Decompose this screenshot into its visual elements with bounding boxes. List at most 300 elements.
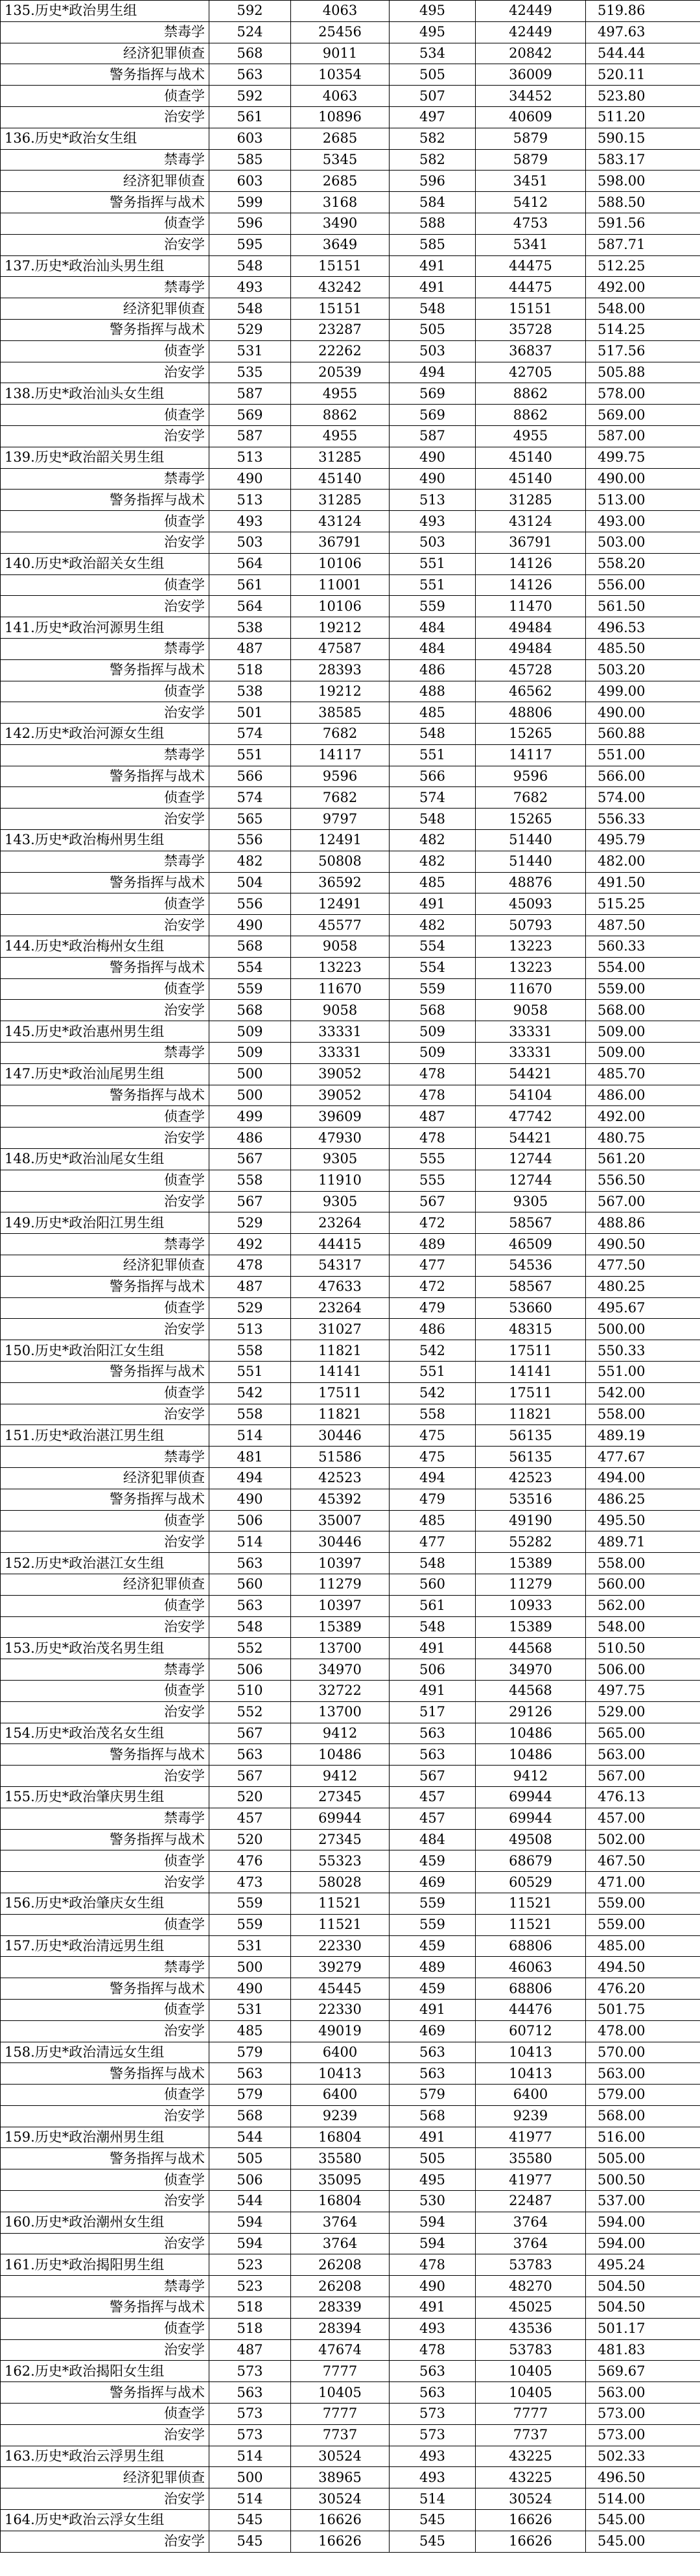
max-rank-cell: 16804 [291,2127,390,2148]
min-rank-cell: 36837 [476,340,586,362]
group-or-major-name-cell: 141.历史*政治河源男生组 [1,617,209,639]
group-or-major-name-cell: 警务指挥与战术 [1,1362,209,1383]
group-header-row [1,2042,700,2063]
min-score-cell: 484 [390,638,476,659]
min-score-cell: 490 [390,447,476,468]
max-score-cell: 506 [209,2169,291,2191]
max-rank-cell: 11279 [291,1574,390,1595]
min-rank-cell: 44475 [476,255,586,277]
min-score-cell: 478 [390,2339,476,2361]
group-or-major-name-cell: 160.历史*政治潮州女生组 [1,2212,209,2233]
max-rank-cell: 34970 [291,1659,390,1681]
major-row [1,213,700,234]
max-rank-cell: 35095 [291,2169,390,2191]
min-score-cell: 566 [390,766,476,787]
group-or-major-name-cell: 警务指挥与战术 [1,64,209,86]
group-or-major-name-cell: 159.历史*政治潮州男生组 [1,2127,209,2148]
max-rank-cell: 9058 [291,936,390,958]
avg-score-cell: 486.00 [586,1085,700,1106]
min-rank-cell: 12744 [476,1149,586,1170]
max-score-cell: 559 [209,978,291,1000]
min-score-cell: 563 [390,2382,476,2404]
group-or-major-name-cell: 侦查学 [1,1680,209,1701]
max-score-cell: 567 [209,1191,291,1212]
avg-score-cell: 520.11 [586,64,700,86]
min-score-cell: 548 [390,809,476,830]
group-or-major-name-cell: 158.历史*政治清远女生组 [1,2042,209,2063]
max-rank-cell: 12491 [291,830,390,851]
min-rank-cell: 36791 [476,532,586,553]
min-score-cell: 582 [390,149,476,171]
max-score-cell: 573 [209,2361,291,2382]
max-rank-cell: 6400 [291,2085,390,2106]
max-rank-cell: 13700 [291,1638,390,1659]
min-rank-cell: 43536 [476,2318,586,2339]
max-rank-cell: 7682 [291,787,390,809]
max-score-cell: 594 [209,2233,291,2254]
max-rank-cell: 45445 [291,1978,390,2000]
min-score-cell: 486 [390,659,476,681]
max-rank-cell: 30524 [291,2446,390,2467]
max-rank-cell: 15151 [291,298,390,320]
max-score-cell: 551 [209,1362,291,1383]
major-row [1,2105,700,2127]
group-header-row [1,2254,700,2276]
max-rank-cell: 20539 [291,362,390,383]
avg-score-cell: 563.00 [586,2063,700,2085]
max-rank-cell: 33331 [291,1043,390,1064]
group-or-major-name-cell: 经济犯罪侦查 [1,1574,209,1595]
group-header-row [1,2127,700,2148]
group-or-major-name-cell: 侦查学 [1,1382,209,1404]
group-or-major-name-cell: 警务指挥与战术 [1,659,209,681]
min-rank-cell: 15389 [476,1616,586,1638]
group-header-row [1,1638,700,1659]
max-score-cell: 500 [209,1957,291,1978]
min-rank-cell: 33331 [476,1021,586,1043]
max-rank-cell: 36592 [291,872,390,893]
min-rank-cell: 16626 [476,2510,586,2531]
max-rank-cell: 38585 [291,702,390,724]
max-rank-cell: 43124 [291,511,390,532]
min-rank-cell: 68679 [476,1850,586,1872]
min-rank-cell: 4753 [476,213,586,234]
max-rank-cell: 42523 [291,1467,390,1489]
group-or-major-name-cell: 侦查学 [1,978,209,1000]
major-row [1,86,700,107]
group-or-major-name-cell: 治安学 [1,106,209,128]
max-score-cell: 514 [209,1531,291,1553]
min-rank-cell: 53516 [476,1489,586,1510]
avg-score-cell: 471.00 [586,1872,700,1893]
min-rank-cell: 11279 [476,1574,586,1595]
max-rank-cell: 10413 [291,2063,390,2085]
min-rank-cell: 50793 [476,915,586,936]
max-score-cell: 531 [209,1999,291,2020]
max-rank-cell: 47633 [291,1276,390,1297]
group-or-major-name-cell: 治安学 [1,425,209,447]
group-or-major-name-cell: 警务指挥与战术 [1,2382,209,2404]
min-rank-cell: 14126 [476,574,586,596]
max-rank-cell: 3764 [291,2212,390,2233]
max-rank-cell: 69944 [291,1808,390,1829]
major-row [1,1128,700,1149]
avg-score-cell: 501.17 [586,2318,700,2339]
min-rank-cell: 45728 [476,659,586,681]
avg-score-cell: 505.00 [586,2148,700,2169]
group-or-major-name-cell: 侦查学 [1,1999,209,2020]
major-row [1,893,700,915]
major-row [1,1447,700,1468]
avg-score-cell: 500.50 [586,2169,700,2191]
max-score-cell: 490 [209,1978,291,2000]
min-rank-cell: 10405 [476,2361,586,2382]
min-rank-cell: 15265 [476,724,586,745]
avg-score-cell: 548.00 [586,298,700,320]
major-row [1,574,700,596]
min-score-cell: 594 [390,2212,476,2233]
max-rank-cell: 7737 [291,2424,390,2446]
max-score-cell: 567 [209,1723,291,1744]
avg-score-cell: 598.00 [586,171,700,192]
max-rank-cell: 36791 [291,532,390,553]
max-rank-cell: 22330 [291,1999,390,2020]
group-or-major-name-cell: 禁毒学 [1,277,209,298]
min-score-cell: 493 [390,2318,476,2339]
max-score-cell: 529 [209,1212,291,1234]
max-score-cell: 476 [209,1850,291,1872]
max-score-cell: 513 [209,1319,291,1340]
min-rank-cell: 44568 [476,1680,586,1701]
max-score-cell: 487 [209,638,291,659]
min-score-cell: 497 [390,106,476,128]
max-score-cell: 518 [209,2318,291,2339]
group-header-row [1,1149,700,1170]
max-rank-cell: 58028 [291,1872,390,1893]
min-rank-cell: 43225 [476,2446,586,2467]
major-row [1,2063,700,2085]
group-or-major-name-cell: 禁毒学 [1,1447,209,1468]
group-or-major-name-cell: 治安学 [1,2424,209,2446]
max-score-cell: 523 [209,2276,291,2297]
group-or-major-name-cell: 治安学 [1,1531,209,1553]
min-rank-cell: 53783 [476,2339,586,2361]
group-or-major-name-cell: 警务指挥与战术 [1,957,209,978]
max-rank-cell: 6400 [291,2042,390,2063]
group-or-major-name-cell: 经济犯罪侦查 [1,298,209,320]
min-score-cell: 585 [390,234,476,255]
avg-score-cell: 559.00 [586,1893,700,1914]
max-score-cell: 567 [209,1149,291,1170]
max-rank-cell: 22262 [291,340,390,362]
max-score-cell: 538 [209,617,291,639]
max-rank-cell: 28393 [291,659,390,681]
group-or-major-name-cell: 136.历史*政治女生组 [1,128,209,149]
min-score-cell: 505 [390,64,476,86]
max-rank-cell: 8862 [291,405,390,426]
group-header-row [1,617,700,639]
major-row [1,1701,700,1723]
max-rank-cell: 27345 [291,1786,390,1808]
min-score-cell: 559 [390,596,476,617]
max-rank-cell: 16804 [291,2191,390,2212]
max-rank-cell: 7777 [291,2404,390,2425]
max-score-cell: 538 [209,681,291,702]
avg-score-cell: 503.00 [586,532,700,553]
max-score-cell: 574 [209,724,291,745]
min-rank-cell: 47742 [476,1106,586,1128]
major-row [1,298,700,320]
max-rank-cell: 10397 [291,1595,390,1616]
avg-score-cell: 493.00 [586,511,700,532]
max-score-cell: 457 [209,1808,291,1829]
max-score-cell: 568 [209,1000,291,1021]
max-score-cell: 563 [209,64,291,86]
max-rank-cell: 9412 [291,1723,390,1744]
group-header-row [1,553,700,574]
min-score-cell: 555 [390,1149,476,1170]
min-score-cell: 588 [390,213,476,234]
max-score-cell: 482 [209,851,291,872]
max-rank-cell: 7682 [291,724,390,745]
group-header-row [1,1935,700,1957]
avg-score-cell: 499.00 [586,681,700,702]
max-rank-cell: 16626 [291,2510,390,2531]
avg-score-cell: 477.67 [586,1447,700,1468]
min-score-cell: 551 [390,1362,476,1383]
min-rank-cell: 16626 [476,2531,586,2552]
min-rank-cell: 20842 [476,43,586,64]
min-rank-cell: 33331 [476,1043,586,1064]
min-score-cell: 584 [390,192,476,213]
group-header-row [1,2361,700,2382]
major-row [1,2148,700,2169]
max-score-cell: 558 [209,1170,291,1191]
min-score-cell: 594 [390,2233,476,2254]
min-rank-cell: 17511 [476,1382,586,1404]
min-score-cell: 477 [390,1531,476,1553]
min-rank-cell: 7737 [476,2424,586,2446]
min-score-cell: 554 [390,936,476,958]
min-rank-cell: 51440 [476,851,586,872]
max-score-cell: 561 [209,106,291,128]
avg-score-cell: 556.33 [586,809,700,830]
group-or-major-name-cell: 侦查学 [1,787,209,809]
min-score-cell: 507 [390,86,476,107]
avg-score-cell: 583.17 [586,149,700,171]
min-rank-cell: 14117 [476,744,586,766]
major-row [1,1234,700,1255]
major-row [1,1000,700,1021]
min-score-cell: 478 [390,1128,476,1149]
max-rank-cell: 10405 [291,2382,390,2404]
min-rank-cell: 41977 [476,2169,586,2191]
avg-score-cell: 480.75 [586,1128,700,1149]
max-score-cell: 486 [209,1128,291,1149]
max-score-cell: 563 [209,1553,291,1574]
min-rank-cell: 11821 [476,1404,586,1425]
max-rank-cell: 19212 [291,617,390,639]
min-score-cell: 509 [390,1043,476,1064]
major-row [1,2467,700,2488]
major-row [1,787,700,809]
min-score-cell: 554 [390,957,476,978]
min-rank-cell: 54536 [476,1255,586,1277]
avg-score-cell: 551.00 [586,744,700,766]
min-score-cell: 491 [390,277,476,298]
min-score-cell: 475 [390,1425,476,1447]
avg-score-cell: 556.00 [586,574,700,596]
group-or-major-name-cell: 162.历史*政治揭阳女生组 [1,2361,209,2382]
min-score-cell: 493 [390,2446,476,2467]
major-row [1,21,700,43]
avg-score-cell: 537.00 [586,2191,700,2212]
max-score-cell: 510 [209,1680,291,1701]
avg-score-cell: 548.00 [586,1616,700,1638]
group-or-major-name-cell: 禁毒学 [1,21,209,43]
max-rank-cell: 9596 [291,766,390,787]
max-score-cell: 563 [209,2063,291,2085]
group-or-major-name-cell: 警务指挥与战术 [1,319,209,340]
max-rank-cell: 39609 [291,1106,390,1128]
min-rank-cell: 14141 [476,1362,586,1383]
group-or-major-name-cell: 150.历史*政治阳江女生组 [1,1340,209,1362]
max-score-cell: 481 [209,1447,291,1468]
major-row [1,1574,700,1595]
max-rank-cell: 33331 [291,1021,390,1043]
max-score-cell: 518 [209,2297,291,2319]
major-row [1,1404,700,1425]
min-rank-cell: 53660 [476,1297,586,1319]
max-rank-cell: 45577 [291,915,390,936]
avg-score-cell: 519.86 [586,1,700,22]
group-or-major-name-cell: 163.历史*政治云浮男生组 [1,2446,209,2467]
major-row [1,2339,700,2361]
min-score-cell: 530 [390,2191,476,2212]
group-or-major-name-cell: 151.历史*政治湛江男生组 [1,1425,209,1447]
group-header-row [1,1425,700,1447]
max-score-cell: 535 [209,362,291,383]
min-score-cell: 482 [390,851,476,872]
major-row [1,2424,700,2446]
min-score-cell: 548 [390,1553,476,1574]
min-score-cell: 477 [390,1255,476,1277]
min-score-cell: 548 [390,298,476,320]
max-score-cell: 501 [209,702,291,724]
max-rank-cell: 44415 [291,1234,390,1255]
max-score-cell: 542 [209,1382,291,1404]
max-score-cell: 500 [209,1085,291,1106]
min-score-cell: 587 [390,425,476,447]
avg-score-cell: 501.75 [586,1999,700,2020]
min-score-cell: 491 [390,255,476,277]
max-rank-cell: 9305 [291,1149,390,1170]
max-score-cell: 569 [209,405,291,426]
major-row [1,1850,700,1872]
group-or-major-name-cell: 治安学 [1,702,209,724]
min-score-cell: 486 [390,1319,476,1340]
avg-score-cell: 476.13 [586,1786,700,1808]
major-row [1,234,700,255]
group-or-major-name-cell: 侦查学 [1,1510,209,1531]
group-or-major-name-cell: 侦查学 [1,2085,209,2106]
max-rank-cell: 9058 [291,1000,390,1021]
min-score-cell: 489 [390,1957,476,1978]
max-score-cell: 563 [209,2382,291,2404]
max-rank-cell: 54317 [291,1255,390,1277]
major-row [1,2488,700,2510]
group-header-row [1,936,700,958]
max-score-cell: 596 [209,213,291,234]
max-rank-cell: 17511 [291,1382,390,1404]
group-header-row [1,1723,700,1744]
min-rank-cell: 3764 [476,2233,586,2254]
group-header-row [1,1,700,22]
max-rank-cell: 43242 [291,277,390,298]
max-rank-cell: 23264 [291,1212,390,1234]
max-rank-cell: 10896 [291,106,390,128]
min-rank-cell: 10413 [476,2042,586,2063]
major-row [1,1191,700,1212]
major-row [1,106,700,128]
group-or-major-name-cell: 161.历史*政治揭阳男生组 [1,2254,209,2276]
max-rank-cell: 30524 [291,2488,390,2510]
avg-score-cell: 511.20 [586,106,700,128]
max-score-cell: 561 [209,574,291,596]
min-rank-cell: 5879 [476,128,586,149]
max-score-cell: 573 [209,2424,291,2446]
max-rank-cell: 11001 [291,574,390,596]
max-score-cell: 490 [209,915,291,936]
major-row [1,362,700,383]
min-rank-cell: 8862 [476,383,586,405]
max-score-cell: 595 [209,234,291,255]
group-or-major-name-cell: 警务指挥与战术 [1,1489,209,1510]
min-score-cell: 582 [390,128,476,149]
avg-score-cell: 477.50 [586,1255,700,1277]
avg-score-cell: 497.75 [586,1680,700,1701]
max-rank-cell: 49019 [291,2020,390,2042]
avg-score-cell: 561.20 [586,1149,700,1170]
group-or-major-name-cell: 140.历史*政治韶关女生组 [1,553,209,574]
avg-score-cell: 485.50 [586,638,700,659]
max-rank-cell: 3490 [291,213,390,234]
min-score-cell: 569 [390,383,476,405]
min-rank-cell: 60712 [476,2020,586,2042]
min-score-cell: 457 [390,1808,476,1829]
max-rank-cell: 10397 [291,1553,390,1574]
min-score-cell: 491 [390,893,476,915]
min-rank-cell: 48270 [476,2276,586,2297]
min-score-cell: 485 [390,1510,476,1531]
major-row [1,2531,700,2552]
min-score-cell: 493 [390,511,476,532]
max-rank-cell: 2685 [291,128,390,149]
group-or-major-name-cell: 144.历史*政治梅州女生组 [1,936,209,958]
max-score-cell: 566 [209,766,291,787]
group-or-major-name-cell: 治安学 [1,2105,209,2127]
min-rank-cell: 45140 [476,447,586,468]
avg-score-cell: 558.00 [586,1553,700,1574]
avg-score-cell: 481.83 [586,2339,700,2361]
min-rank-cell: 51440 [476,830,586,851]
max-rank-cell: 35580 [291,2148,390,2169]
group-or-major-name-cell: 警务指挥与战术 [1,490,209,511]
avg-score-cell: 566.00 [586,766,700,787]
avg-score-cell: 476.20 [586,1978,700,2000]
min-rank-cell: 45025 [476,2297,586,2319]
group-or-major-name-cell: 禁毒学 [1,744,209,766]
